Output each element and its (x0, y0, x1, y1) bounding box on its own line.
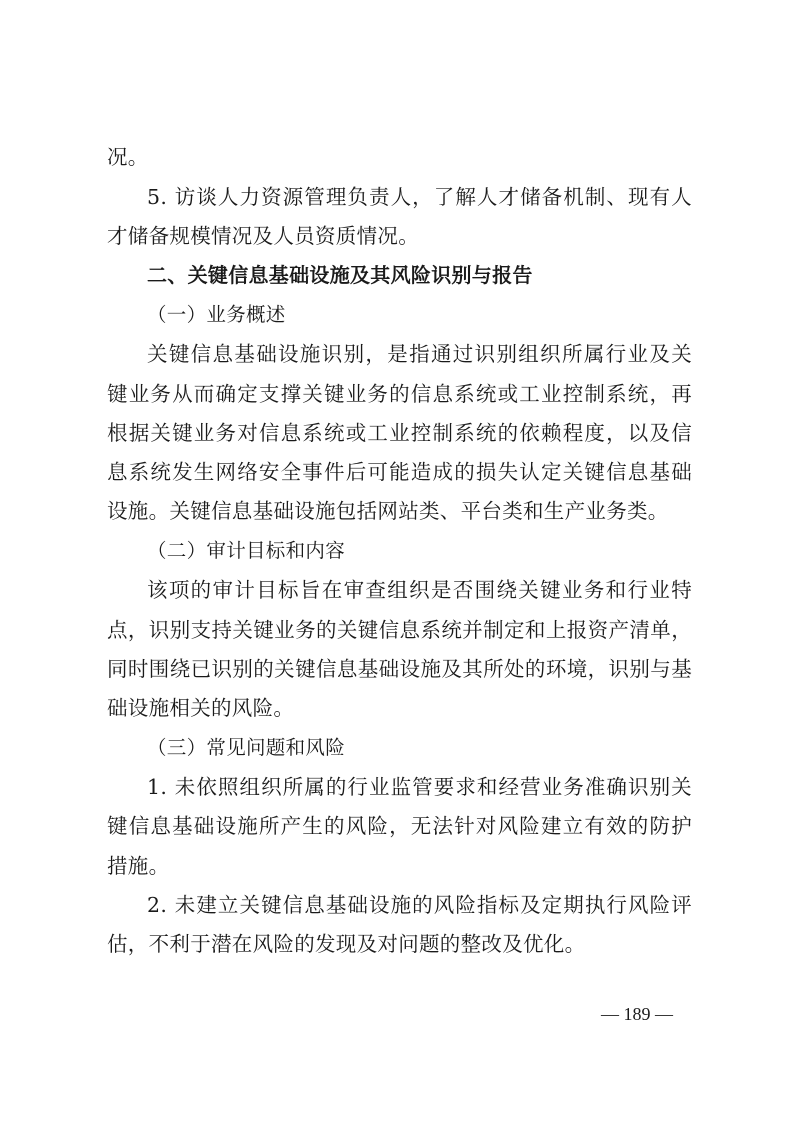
text-line: 才储备规模情况及人员资质情况。 (107, 224, 419, 248)
text-line: 础设施相关的风险。 (107, 696, 295, 720)
subsection-heading: （一）业务概述 (147, 303, 286, 326)
text-line: 点，识别支持关键业务的关键信息系统并制定和上报资产清单， (107, 618, 692, 642)
text-line: 5. 访谈人力资源管理负责人，了解人才储备机制、现有人 (147, 185, 692, 209)
text-line: 键业务从而确定支撑关键业务的信息系统或工业控制系统，再 (107, 382, 692, 406)
text-line: 2. 未建立关键信息基础设施的风险指标及定期执行风险评 (147, 893, 692, 917)
text-line: 估，不利于潜在风险的发现及对问题的整改及优化。 (107, 932, 586, 956)
text-line: 设施。关键信息基础设施包括网站类、平台类和生产业务类。 (107, 499, 669, 523)
text-line: 根据关键业务对信息系统或工业控制系统的依赖程度，以及信 (107, 421, 692, 445)
text-line: 键信息基础设施所产生的风险，无法针对风险建立有效的防护 (107, 814, 692, 838)
text-line: 况。 (107, 145, 149, 169)
text-line: 同时围绕已识别的关键信息基础设施及其所处的环境，识别与基 (107, 657, 692, 681)
page-number: — 189 — (601, 1004, 673, 1024)
text-line: 息系统发生网络安全事件后可能造成的损失认定关键信息基础 (107, 460, 692, 484)
text-line: 该项的审计目标旨在审查组织是否围绕关键业务和行业特 (147, 578, 692, 602)
section-heading: 二、关键信息基础设施及其风险识别与报告 (147, 263, 533, 287)
text-line: 1. 未依照组织所属的行业监管要求和经营业务准确识别关 (147, 775, 692, 799)
text-line: 措施。 (107, 854, 170, 878)
subsection-heading: （二）审计目标和内容 (147, 539, 346, 562)
subsection-heading: （三）常见问题和风险 (147, 736, 346, 759)
text-line: 关键信息基础设施识别，是指通过识别组织所属行业及关 (147, 342, 692, 366)
